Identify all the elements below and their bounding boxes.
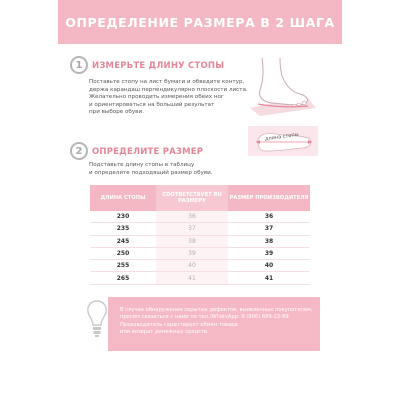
table-header [90, 185, 310, 211]
step2-title: ОПРЕДЕЛИТЕ РАЗМЕР [92, 147, 204, 157]
table-row: 250 39 39 [90, 248, 310, 260]
foot-length-label: длина стопы [264, 131, 300, 143]
table-row: 245 38 38 [90, 236, 310, 248]
size-table [90, 185, 310, 285]
table-row: 255 40 40 [90, 260, 310, 272]
column-header-maker-size: РАЗМЕР ПРОИЗВОДИТЕЛЯ [228, 185, 310, 211]
column-header-ru-size: СООТВЕТСТВУЕТ RU РАЗМЕРУ [156, 185, 228, 211]
table-row: 230 36 36 [90, 211, 310, 223]
table-row: 265 41 41 [90, 272, 310, 284]
table-row: 235 37 37 [90, 223, 310, 235]
step1-title: ИЗМЕРЬТЕ ДЛИНУ СТОПЫ [92, 61, 225, 71]
step2-badge: 2 [70, 142, 88, 160]
step1-badge: 1 [70, 56, 88, 74]
step2-text: Подставьте длину стопы в таблицу и определите подходящий размер обуви. [89, 162, 213, 176]
size-guide-card [58, 0, 342, 400]
lightbulb-icon [86, 299, 108, 339]
footprint-illustration [248, 124, 318, 158]
column-header-foot-length: ДЛИНА СТОПЫ [90, 185, 156, 211]
notice-text: В случае обнаружения скрытых дефектов, выявленных покупателем, просим связаться с нами по тел./WhatsApp: 8 (906) 689-22-89 Производитель гарантирует обмен товара или возврат денежных средств. [120, 307, 313, 336]
step1-text: Поставьте стопу на лист бумаги и обведите контур, держа карандаш перпендикулярно плоскости листа. Желательно проводить измерения обеих ног и ориентироваться на больший результат при выборе обуви. [89, 79, 248, 116]
header-banner [58, 0, 342, 44]
header-title: ОПРЕДЕЛЕНИЕ РАЗМЕРА В 2 ШАГА [65, 14, 335, 30]
foot-illustration [248, 56, 318, 116]
